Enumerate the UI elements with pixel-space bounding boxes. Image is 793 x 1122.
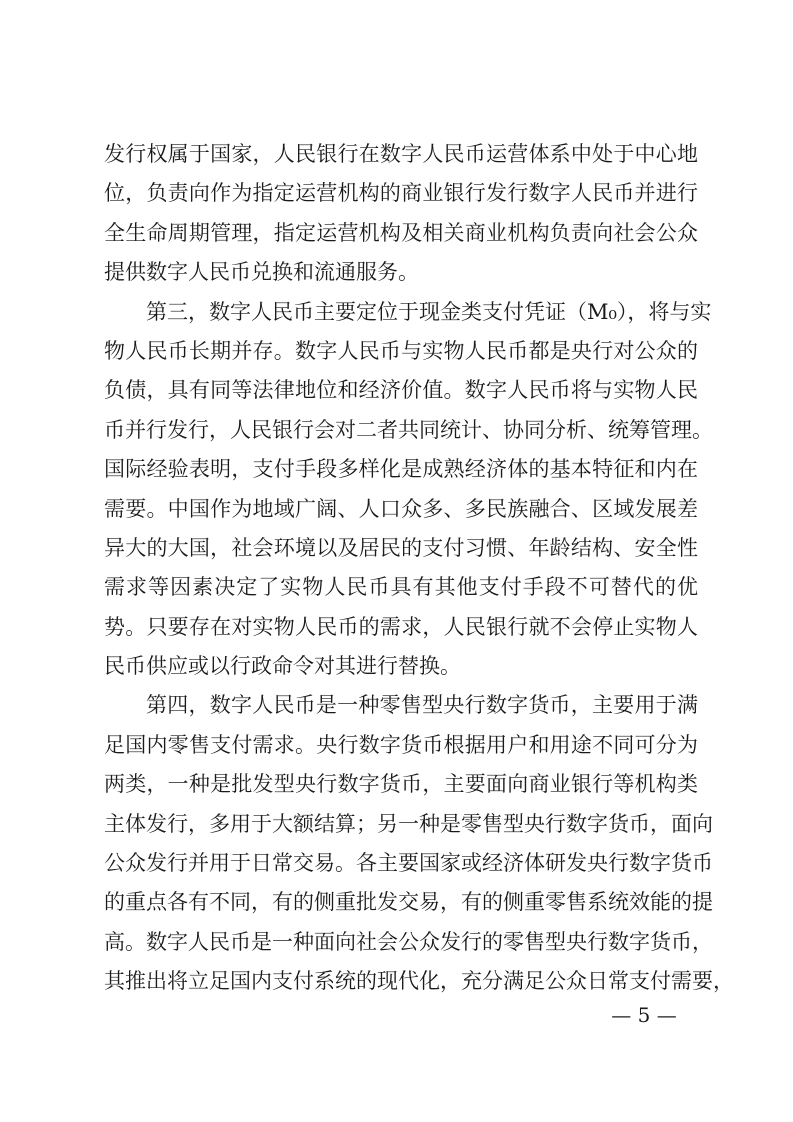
text-line: 发行权属于国家，人民银行在数字人民币运营体系中处于中心地 <box>104 142 698 166</box>
text-line: 提供数字人民币兑换和流通服务。 <box>104 260 419 285</box>
text-line: 物人民币长期并存。数字人民币与实物人民币都是央行对公众的 <box>104 338 698 363</box>
paragraph-3 <box>104 686 734 1001</box>
paragraph-1 <box>104 135 698 293</box>
text-line: 第四，数字人民币是一种零售型央行数字货币，主要用于满 <box>146 693 698 718</box>
text-line: 主体发行，多用于大额结算；另一种是零售型央行数字货币，面向 <box>104 811 713 836</box>
text-line: 国际经验表明，支付手段多样化是成熟经济体的基本特征和内在 <box>104 457 698 482</box>
page-number: — 5 — <box>611 1003 677 1027</box>
text-line: 异大的大国，社会环境以及居民的支付习惯、年龄结构、安全性 <box>104 535 698 560</box>
text-line: 位，负责向作为指定运营机构的商业银行发行数字人民币并进行 <box>104 181 698 206</box>
text-line: 的重点各有不同，有的侧重批发交易，有的侧重零售系统效能的提 <box>104 890 713 915</box>
text-line: 负债，具有同等法律地位和经济价值。数字人民币将与实物人民 <box>104 378 698 403</box>
text-line: 民币供应或以行政命令对其进行替换。 <box>104 654 461 679</box>
text-line: 势。只要存在对实物人民币的需求，人民银行就不会停止实物人 <box>104 614 698 639</box>
text-line: 需求等因素决定了实物人民币具有其他支付手段不可替代的优 <box>104 575 698 600</box>
text-line: 需要。中国作为地域广阔、人口众多、多民族融合、区域发展差 <box>104 496 698 521</box>
text-line: 第三，数字人民币主要定位于现金类支付凭证（M₀），将与实 <box>146 299 712 324</box>
text-line: 币并行发行，人民银行会对二者共同统计、协同分析、统筹管理。 <box>104 417 713 442</box>
text-line: 其推出将立足国内支付系统的现代化，充分满足公众日常支付需要， <box>104 969 734 994</box>
text-line: 全生命周期管理，指定运营机构及相关商业机构负责向社会公众 <box>104 220 698 245</box>
text-line: 两类，一种是批发型央行数字货币，主要面向商业银行等机构类 <box>104 772 698 797</box>
text-line: 足国内零售支付需求。央行数字货币根据用户和用途不同可分为 <box>104 732 698 757</box>
text-line: 公众发行并用于日常交易。各主要国家或经济体研发央行数字货币 <box>104 851 713 876</box>
paragraph-2 <box>104 293 713 687</box>
body-text <box>104 135 734 1002</box>
text-line: 高。数字人民币是一种面向社会公众发行的零售型央行数字货币， <box>104 929 713 954</box>
